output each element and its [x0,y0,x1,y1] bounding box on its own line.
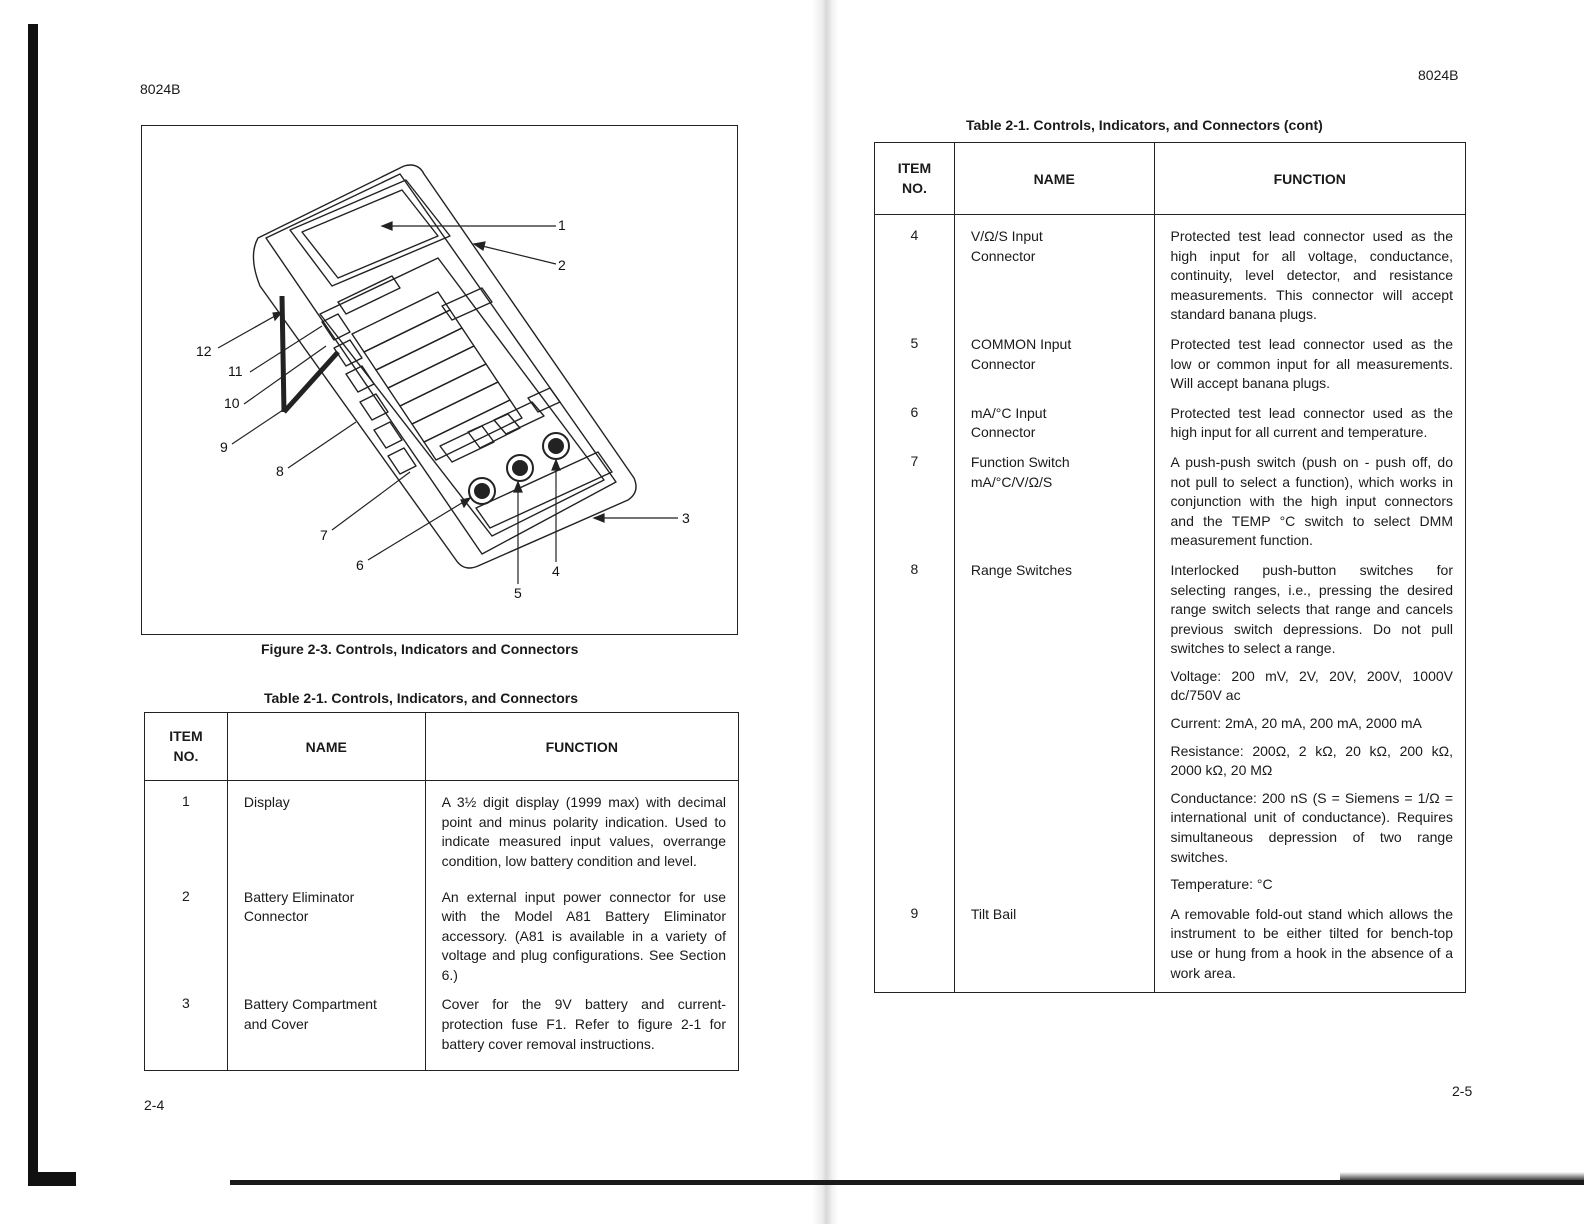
header-function: FUNCTION [1154,143,1465,215]
table-row: 1 Display A 3½ digit display (1999 max) with decimal point and minus polarity indication. Used to indicate measured input values, overrange condition, low battery condition and level. [145,781,739,887]
header-item-no: ITEM NO. [145,713,228,781]
callout-2: 2 [558,257,566,273]
header-name: NAME [954,143,1154,215]
table-row: 4 V/Ω/S Input Connector Protected test lead connector used as the high input for all voltage, conductance, continuity, level detector, and resistance measurements. This connector will accept standard banana plugs. [875,215,1466,334]
callout-11: 11 [228,363,243,379]
page-edge-shadow [1340,1172,1584,1180]
left-controls-table [144,712,739,1071]
table-row: 5 COMMON Input Connector Protected test lead connector used as the low or common input for all measurements. Will accept banana plugs. [875,334,1466,403]
display-window [290,180,450,286]
table-row: 2 Battery Eliminator Connector An external input power connector for use with the Model A81 Battery Eliminator accessory. (A81 is available in a variety of voltage and plug configurations. See Section 6.) [145,887,739,995]
right-page-header: 8024B [1418,67,1459,83]
table-row: 3 Battery Compartment and Cover Cover for the 9V battery and current-protection fuse F1. Refer to figure 2-1 for battery cover removal instructions. [145,994,739,1070]
callout-3: 3 [682,510,690,526]
header-item-no: ITEM NO. [875,143,955,215]
callout-4: 4 [552,563,560,579]
header-name: NAME [227,713,425,781]
right-table-caption: Table 2-1. Controls, Indicators, and Connectors (cont) [966,117,1323,133]
left-page-header: 8024B [140,81,181,97]
callout-9: 9 [220,439,228,455]
header-function: FUNCTION [425,713,738,781]
page-bottom-edge [230,1180,1584,1185]
right-page-number: 2-5 [1452,1083,1473,1099]
figure-caption: Figure 2-3. Controls, Indicators and Connectors [261,641,579,657]
callout-12: 12 [196,343,212,359]
tilt-bail-icon [282,296,284,412]
table-row: 6 mA/°C Input Connector Protected test lead connector used as the high input for all current and temperature. [875,403,1466,452]
callout-10: 10 [224,395,240,411]
callout-7: 7 [320,527,328,543]
right-controls-table [874,142,1466,993]
callout-8: 8 [276,463,284,479]
left-page-number: 2-4 [144,1097,165,1113]
binding-edge [28,24,38,1184]
page-gutter [812,0,838,1224]
left-table-caption: Table 2-1. Controls, Indicators, and Connectors [264,690,579,706]
table-row: 9 Tilt Bail A removable fold-out stand which allows the instrument to be either tilted for bench-top use or hung from a hook in the absence of a work area. [875,904,1466,993]
callout-6: 6 [356,557,364,573]
table-row: 7 Function Switch mA/°C/V/Ω/S A push-push switch (push on - push off, do not pull to select a function), which works in conjunction with the high input connectors and the TEMP °C switch to select DMM measurement function. [875,452,1466,560]
figure-controls [141,125,738,635]
binding-edge-foot [28,1172,76,1186]
callout-5: 5 [514,585,522,601]
callout-1: 1 [558,217,566,233]
multimeter-drawing [142,126,736,633]
table-row: 8 Range Switches Interlocked push-button switches for selecting ranges, i.e., pressing the desired range switch selects that range and cancels previous switch depressions. Do not pull switches to select a range. Voltage: 200 mV, 2V, 20V, 200V, 1000V dc/750V ac Current: 2mA, 20 mA, 200 mA, 2000 mA Resistance: 200Ω, 2 kΩ, 20 kΩ, 200 kΩ, 2000 kΩ, 20 MΩ Conductance: 200 nS (S = Siemens = 1/Ω = international unit of conductance). Requires simultaneous depression of two range switches. Temperature: °C [875,560,1466,904]
